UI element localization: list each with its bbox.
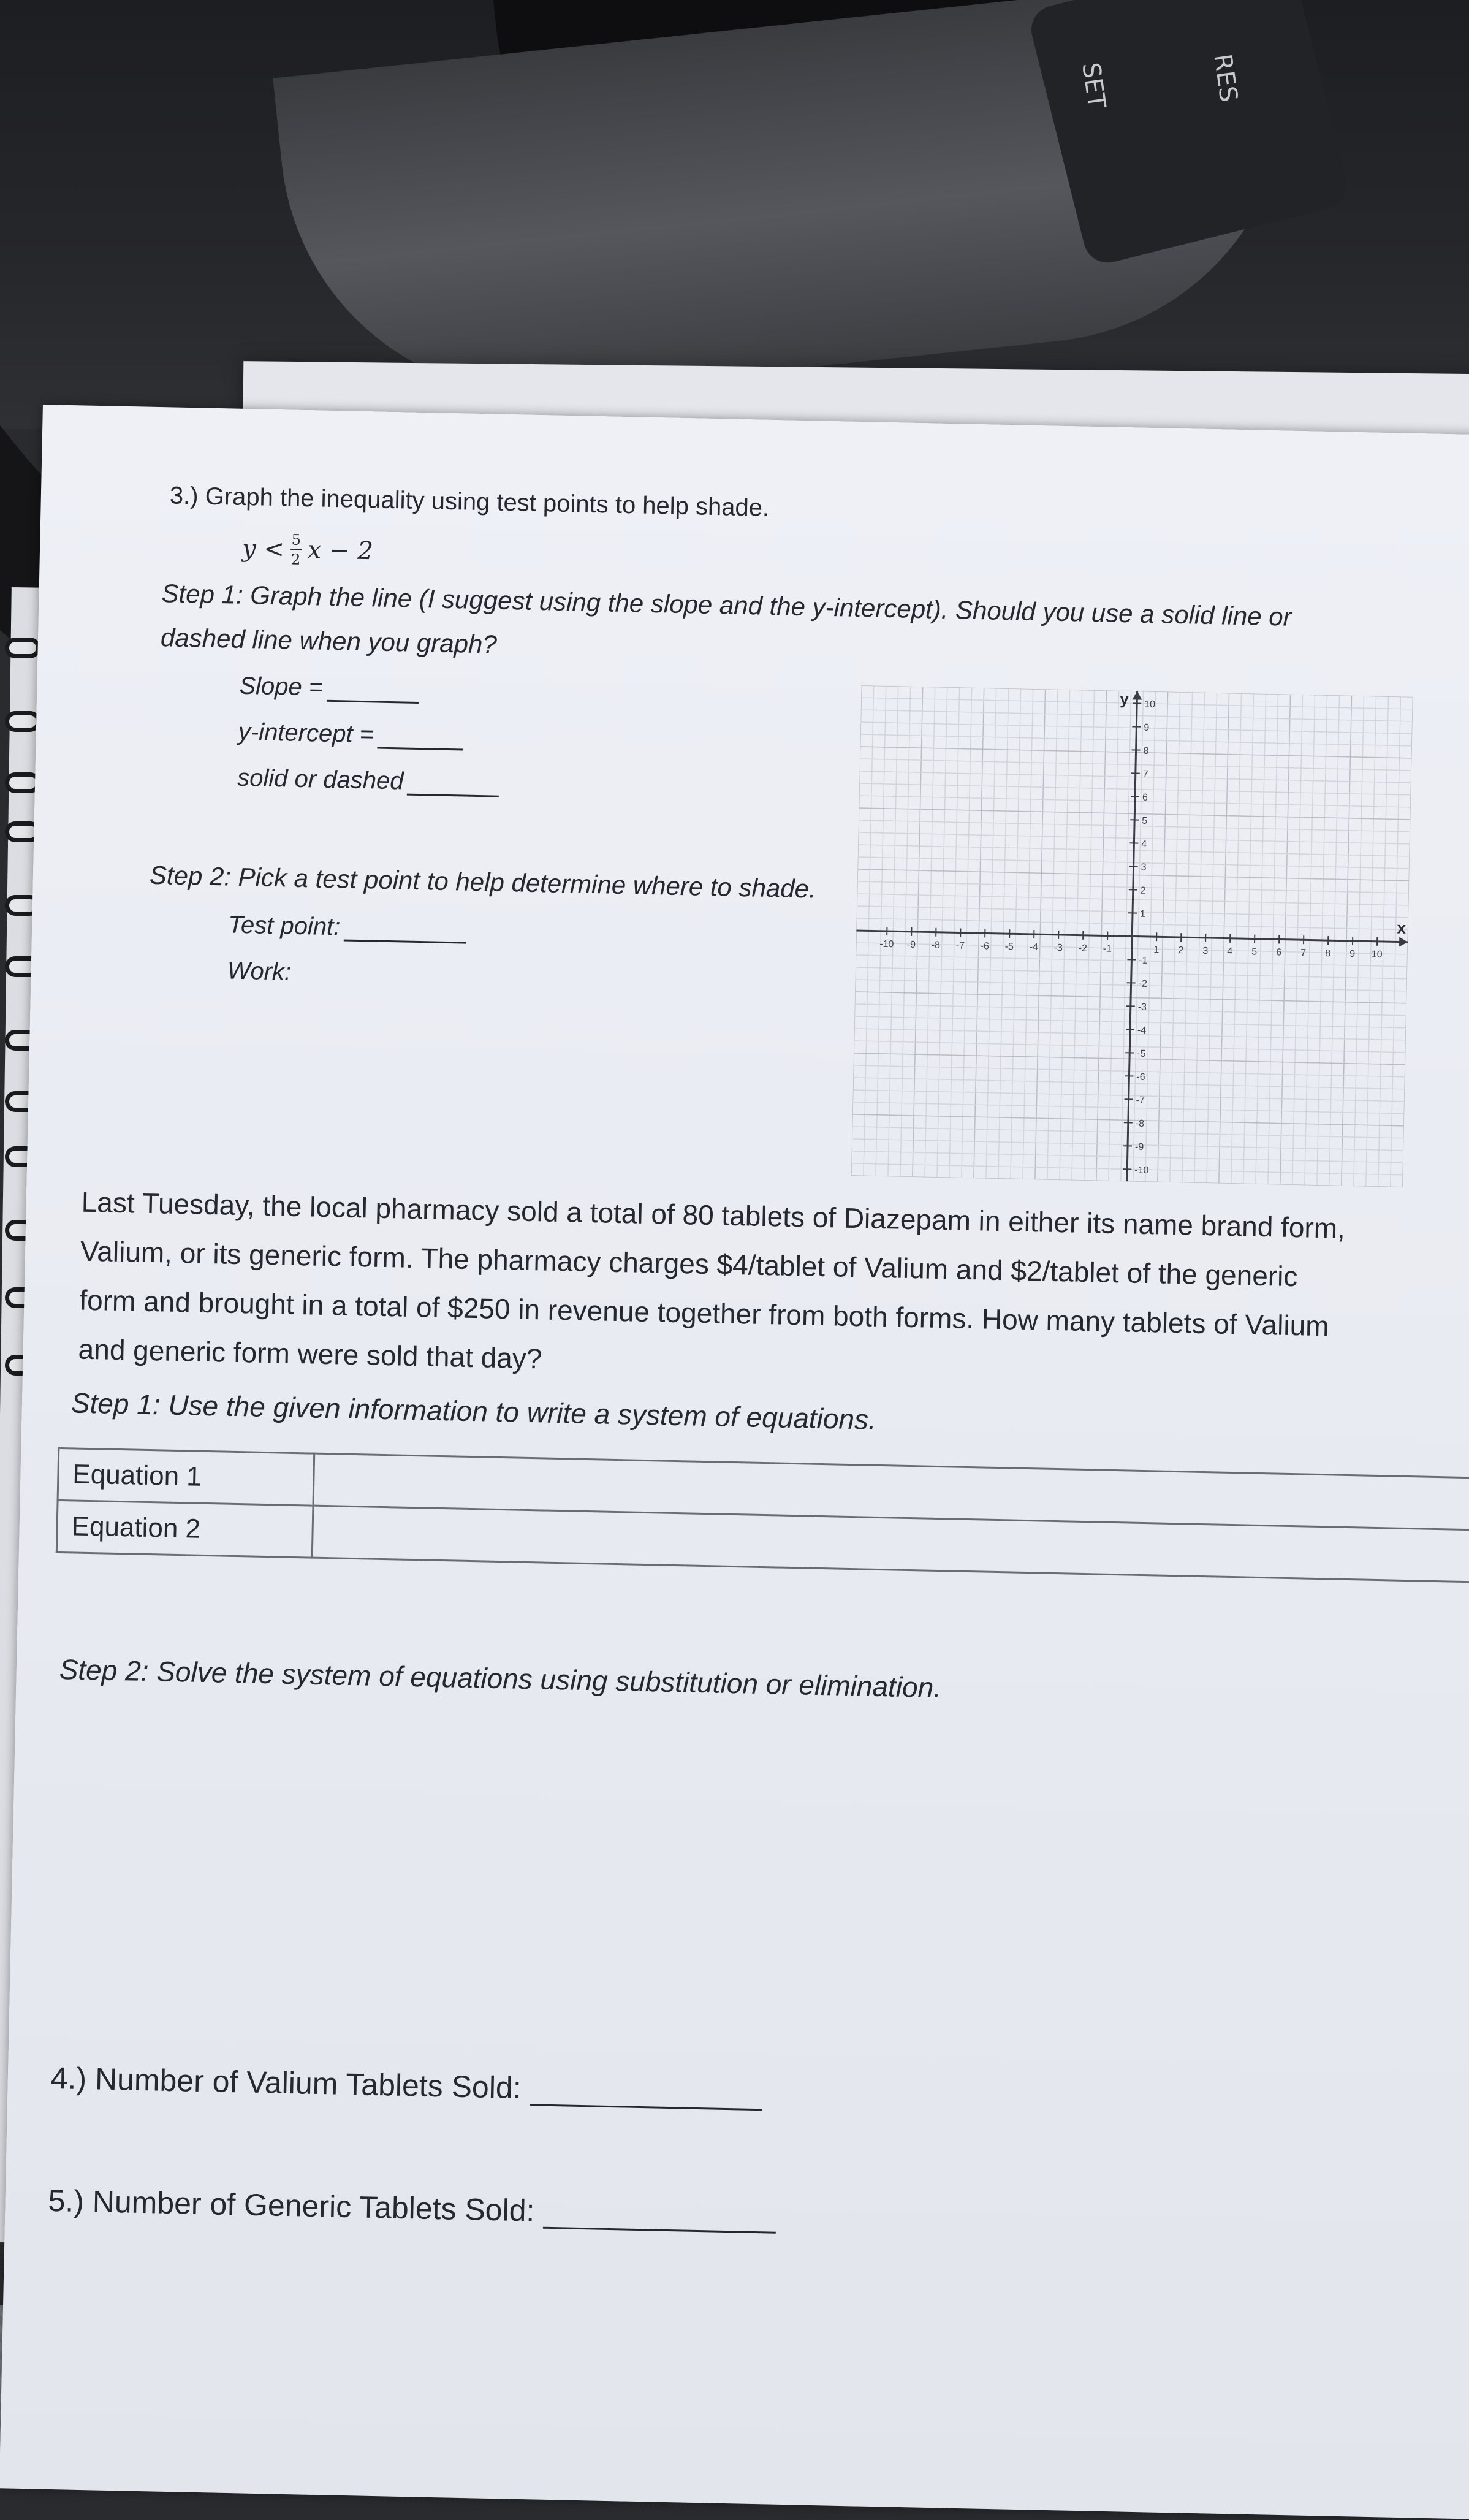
y-tick-label: -3: [1138, 1002, 1147, 1013]
slope-row: [239, 672, 419, 704]
slope-blank[interactable]: [327, 700, 419, 704]
y-tick-label: -5: [1137, 1049, 1146, 1059]
y-tick-label: 2: [1141, 886, 1146, 896]
y-tick-label: 9: [1144, 723, 1149, 733]
res-button-label: RES: [1208, 52, 1242, 104]
x-tick-label: -2: [1078, 943, 1087, 954]
answer-4-row: [50, 2060, 763, 2111]
answer-4-label: 4.) Number of Valium Tablets Sold:: [50, 2061, 522, 2105]
x-tick-label: 3: [1202, 946, 1208, 956]
x-tick-label: -4: [1030, 942, 1039, 953]
y-tick-label: 3: [1141, 862, 1146, 873]
inequality-lhs: y <: [242, 535, 285, 563]
x-tick-label: -5: [1005, 942, 1014, 952]
worksheet-page: [0, 405, 1469, 2519]
word-problem-line-1: Last Tuesday, the local pharmacy sold a total of 80 tablets of Diazepam in either its name brand form,: [81, 1186, 1345, 1245]
answer-5-label: 5.) Number of Generic Tablets Sold:: [48, 2183, 535, 2228]
y-tick-label: -2: [1138, 979, 1147, 989]
equation-2-label: Equation 2: [56, 1500, 313, 1558]
word-problem-line-3: form and brought in a total of $250 in revenue together from both forms. How many tablets of Valium: [79, 1284, 1329, 1343]
y-tick-label: -1: [1139, 956, 1148, 966]
step1-instruction-cont: dashed line when you graph?: [161, 623, 498, 659]
x-tick-label: -10: [879, 939, 894, 950]
step1-instruction: Step 1: Graph the line (I suggest using the slope and the y-intercept). Should you use a solid line or: [161, 579, 1292, 632]
x-tick-label: 9: [1349, 949, 1355, 959]
system-step2-instruction: Step 2: Solve the system of equations using substitution or elimination.: [59, 1653, 941, 1704]
y-tick-label: 5: [1142, 816, 1147, 826]
answer-5-row: [48, 2183, 776, 2234]
y-tick-label: -6: [1136, 1072, 1145, 1083]
x-tick-label: -3: [1054, 943, 1063, 953]
x-tick-label: -1: [1103, 943, 1112, 954]
equation-1-label: Equation 1: [58, 1448, 314, 1506]
answer-4-blank[interactable]: [530, 2104, 762, 2111]
x-tick-label: -6: [981, 941, 990, 951]
x-axis-arrow: [1399, 937, 1408, 947]
y-tick-label: 8: [1143, 746, 1148, 756]
word-problem-line-2: Valium, or its generic form. The pharmacy charges $4/tablet of Valium and $2/tablet of the generic: [80, 1235, 1298, 1293]
solid-dashed-blank[interactable]: [407, 794, 499, 797]
solid-dashed-label: solid or dashed: [237, 764, 404, 795]
step2-instruction: Step 2: Pick a test point to help determine where to shade.: [149, 861, 816, 904]
x-tick-label: 5: [1251, 947, 1257, 957]
y-axis-label: y: [1120, 690, 1129, 708]
y-tick-label: 7: [1143, 769, 1148, 780]
y-tick-label: -10: [1134, 1165, 1149, 1176]
slope-label: Slope =: [239, 672, 324, 701]
solid-dashed-row: [237, 764, 499, 797]
fraction-numerator: 5: [291, 533, 301, 547]
test-point-blank[interactable]: [344, 939, 466, 943]
y-intercept-row: [238, 718, 463, 751]
x-tick-label: 2: [1178, 945, 1183, 956]
x-tick-label: 10: [1372, 950, 1383, 960]
y-tick-label: 6: [1142, 793, 1148, 803]
y-tick-label: 10: [1144, 699, 1155, 710]
question-3-title: 3.) Graph the inequality using test points to help shade.: [169, 482, 769, 522]
word-problem-line-4: and generic form were sold that day?: [78, 1333, 542, 1376]
x-tick-label: -9: [907, 940, 916, 950]
x-tick-label: 1: [1153, 945, 1159, 955]
coordinate-grid[interactable]: [851, 685, 1413, 1187]
y-tick-label: 1: [1140, 909, 1145, 919]
x-tick-label: 4: [1227, 946, 1232, 957]
y-tick-label: 4: [1141, 839, 1147, 850]
y-tick-label: -9: [1135, 1142, 1144, 1152]
test-point-label: Test point:: [228, 912, 341, 941]
set-button-label: SET: [1076, 61, 1110, 110]
equations-table: [56, 1447, 1469, 1584]
x-tick-label: -8: [932, 940, 941, 951]
inequality: [242, 531, 374, 568]
inequality-fraction: [290, 533, 302, 567]
inequality-rhs: x − 2: [307, 536, 373, 565]
x-tick-label: -7: [956, 940, 965, 951]
x-tick-label: 8: [1325, 948, 1330, 959]
y-axis-arrow: [1132, 691, 1142, 699]
y-tick-label: -4: [1137, 1026, 1147, 1036]
y-tick-label: -7: [1136, 1095, 1145, 1106]
y-intercept-label: y-intercept =: [238, 718, 374, 748]
x-tick-label: 7: [1300, 948, 1306, 958]
y-intercept-blank[interactable]: [378, 747, 463, 751]
x-tick-label: 6: [1276, 947, 1281, 957]
system-step1-instruction: Step 1: Use the given information to write a system of equations.: [70, 1386, 876, 1436]
test-point-row: [228, 912, 467, 944]
y-tick-label: -8: [1136, 1119, 1145, 1129]
answer-5-blank[interactable]: [543, 2227, 776, 2234]
x-axis-label: x: [1397, 918, 1406, 937]
work-label: Work:: [227, 957, 291, 986]
fraction-denominator: 2: [291, 552, 301, 567]
